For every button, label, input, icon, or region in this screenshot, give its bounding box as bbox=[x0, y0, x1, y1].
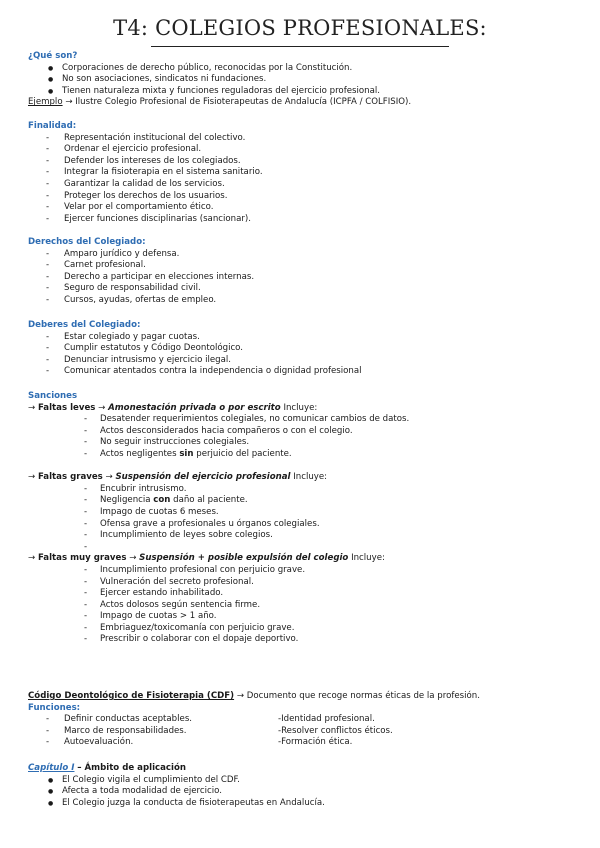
section-que-son bbox=[28, 51, 588, 109]
list-item: ● Corporaciones de derecho público, reconocidas por la Constitución. bbox=[28, 63, 588, 75]
list-item: -Resolver conflictos éticos. bbox=[278, 725, 393, 736]
capitulo-list bbox=[28, 775, 588, 810]
arrow-icon: → bbox=[28, 553, 36, 564]
funciones-heading: Funciones: bbox=[28, 702, 81, 713]
list-item: - Carnet profesional. bbox=[28, 260, 588, 272]
arrow-icon: → bbox=[28, 402, 36, 413]
faltas-graves-label: Faltas graves bbox=[37, 472, 103, 483]
list-item: - Estar colegiado y pagar cuotas. bbox=[28, 332, 588, 344]
faltas-muy-graves-line bbox=[28, 553, 588, 565]
que-son-list bbox=[28, 63, 588, 98]
cdf-label: Código Deontológico de Fisioterapia (CDF) bbox=[28, 691, 235, 701]
faltas-muy-graves-sanction: Suspensión + posible expulsión del colegio bbox=[139, 553, 349, 564]
incluye-label: Incluye: bbox=[351, 553, 385, 564]
list-item: - Seguro de responsabilidad civil. bbox=[28, 283, 588, 295]
section-finalidad bbox=[28, 121, 588, 225]
section-deberes bbox=[28, 320, 588, 378]
list-item: - Representación institucional del colectivo. bbox=[28, 133, 588, 145]
list-item: - Cumplir estatutos y Código Deontológico. bbox=[28, 343, 588, 355]
list-item: ● Tienen naturaleza mixta y funciones reguladoras del ejercicio profesional. bbox=[28, 86, 588, 98]
list-item: -Identidad profesional. bbox=[278, 714, 375, 725]
list-item: - Prescribir o colaborar con el dopaje deportivo. bbox=[28, 634, 588, 646]
faltas-muy-graves-list bbox=[28, 565, 588, 646]
funciones-right-list bbox=[278, 714, 478, 749]
cdf-line bbox=[28, 691, 588, 703]
list-item: - Impago de cuotas 6 meses. bbox=[28, 507, 588, 519]
funciones-left-list bbox=[28, 714, 278, 749]
sanciones-heading: Sanciones bbox=[28, 391, 78, 401]
capitulo-label: Capítulo I bbox=[28, 763, 75, 773]
faltas-leves-list bbox=[28, 414, 588, 460]
cdf-text: → Documento que recoge normas éticas de la profesión. bbox=[236, 691, 480, 701]
list-item: - Proteger los derechos de los usuarios. bbox=[28, 191, 588, 203]
funciones-columns bbox=[28, 714, 588, 749]
item-text: Actos negligentes bbox=[100, 448, 177, 459]
section-cdf bbox=[28, 691, 588, 749]
list-item: - Marco de responsabilidades. bbox=[28, 726, 278, 738]
list-item: - Ejercer funciones disciplinarias (sancionar). bbox=[28, 214, 588, 226]
list-item: - Actos dolosos según sentencia firme. bbox=[28, 600, 588, 612]
list-item: ● No son asociaciones, sindicatos ni fundaciones. bbox=[28, 74, 588, 86]
que-son-heading: ¿Qué son? bbox=[28, 51, 78, 61]
arrow-icon: → bbox=[98, 402, 106, 413]
ejemplo-text: → Ilustre Colegio Profesional de Fisioterapeutas de Andalucía (ICPFA / COLFISIO). bbox=[65, 97, 412, 108]
section-sanciones bbox=[28, 391, 588, 646]
list-item: - Ordenar el ejercicio profesional. bbox=[28, 144, 588, 156]
list-item: - Defender los intereses de los colegiados. bbox=[28, 156, 588, 168]
list-item: - Vulneración del secreto profesional. bbox=[28, 577, 588, 589]
item-text: perjuicio del paciente. bbox=[196, 448, 292, 459]
list-item: ● El Colegio juzga la conducta de fisioterapeutas en Andalucía. bbox=[28, 798, 588, 810]
list-item: - Integrar la fisioterapia en el sistema sanitario. bbox=[28, 167, 588, 179]
list-item: - Velar por el comportamiento ético. bbox=[28, 202, 588, 214]
page-title bbox=[0, 16, 600, 40]
item-text: Negligencia bbox=[100, 495, 151, 506]
list-item: - Cursos, ayudas, ofertas de empleo. bbox=[28, 295, 588, 307]
faltas-graves-sanction: Suspensión del ejercicio profesional bbox=[115, 472, 291, 483]
list-item: - Autoevaluación. bbox=[28, 737, 278, 749]
section-capitulo bbox=[28, 763, 588, 809]
arrow-icon: → bbox=[129, 553, 137, 564]
deberes-list bbox=[28, 332, 588, 378]
list-item: ● El Colegio vigila el cumplimiento del CDF. bbox=[28, 775, 588, 787]
list-item bbox=[28, 495, 588, 507]
list-item: - Ofensa grave a profesionales u órganos colegiales. bbox=[28, 519, 588, 531]
list-item bbox=[28, 449, 588, 461]
capitulo-title: – Ámbito de aplicación bbox=[77, 763, 186, 773]
item-bold: con bbox=[153, 495, 171, 506]
deberes-heading: Deberes del Colegiado: bbox=[28, 320, 141, 330]
section-derechos bbox=[28, 237, 588, 307]
incluye-label: Incluye: bbox=[283, 402, 318, 413]
faltas-leves-label: Faltas leves bbox=[37, 402, 96, 413]
list-item: ● Afecta a toda modalidad de ejercicio. bbox=[28, 786, 588, 798]
list-item: - Incumplimiento profesional con perjuicio grave. bbox=[28, 565, 588, 577]
list-item: - Impago de cuotas > 1 año. bbox=[28, 611, 588, 623]
title-underline bbox=[151, 46, 449, 47]
finalidad-heading: Finalidad: bbox=[28, 121, 77, 131]
derechos-heading: Derechos del Colegiado: bbox=[28, 237, 146, 247]
list-item: -Formación ética. bbox=[278, 737, 353, 748]
arrow-icon: → bbox=[105, 472, 113, 483]
faltas-leves-line bbox=[28, 403, 588, 415]
faltas-graves-line bbox=[28, 472, 588, 484]
item-text: daño al paciente. bbox=[173, 495, 248, 506]
arrow-icon: → bbox=[28, 472, 36, 483]
list-item: - Comunicar atentados contra la independencia o dignidad profesional bbox=[28, 366, 588, 378]
ejemplo-label: Ejemplo bbox=[28, 97, 63, 108]
title-text: T4: COLEGIOS PROFESIONALES: bbox=[113, 16, 487, 40]
list-item: - Amparo jurídico y defensa. bbox=[28, 249, 588, 261]
list-item: - Ejercer estando inhabilitado. bbox=[28, 588, 588, 600]
finalidad-list bbox=[28, 133, 588, 226]
incluye-label: Incluye: bbox=[293, 472, 328, 483]
list-item: - Definir conductas aceptables. bbox=[28, 714, 278, 726]
list-item: - Encubrir intrusismo. bbox=[28, 484, 588, 496]
faltas-leves-sanction: Amonestación privada o por escrito bbox=[108, 402, 281, 413]
faltas-graves-list bbox=[28, 484, 588, 554]
list-item: - Garantizar la calidad de los servicios. bbox=[28, 179, 588, 191]
derechos-list bbox=[28, 249, 588, 307]
ejemplo-line bbox=[28, 97, 588, 109]
list-item: - Denunciar intrusismo y ejercicio ilegal. bbox=[28, 355, 588, 367]
list-item: - No seguir instrucciones colegiales. bbox=[28, 437, 588, 449]
list-item: - Embriaguez/toxicomanía con perjuicio grave. bbox=[28, 623, 588, 635]
list-item-empty bbox=[28, 542, 588, 554]
list-item: - Derecho a participar en elecciones internas. bbox=[28, 272, 588, 284]
capitulo-heading bbox=[28, 763, 588, 775]
faltas-muy-graves-label: Faltas muy graves bbox=[37, 553, 127, 564]
list-item: - Incumplimiento de leyes sobre colegios. bbox=[28, 530, 588, 542]
list-item: - Actos desconsiderados hacia compañeros o con el colegio. bbox=[28, 426, 588, 438]
item-bold: sin bbox=[179, 448, 194, 459]
list-item: - Desatender requerimientos colegiales, no comunicar cambios de datos. bbox=[28, 414, 588, 426]
